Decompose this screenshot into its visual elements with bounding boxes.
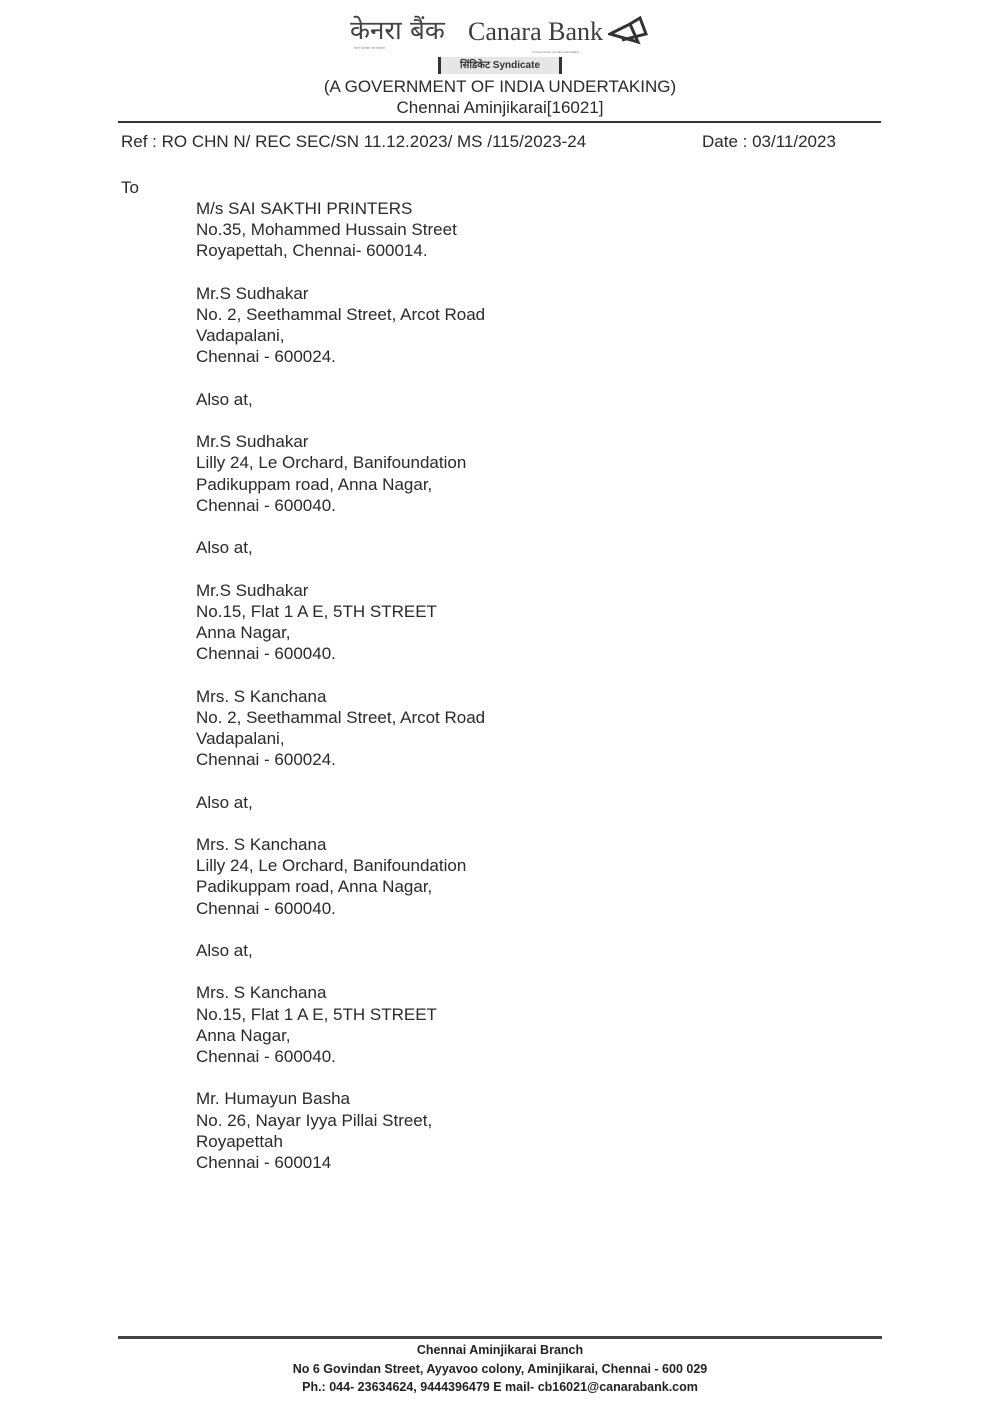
government-undertaking-line: (A GOVERNMENT OF INDIA UNDERTAKING) xyxy=(323,77,677,96)
canara-bank-logo xyxy=(350,14,650,54)
addressee-name: Mr. Humayun Basha xyxy=(196,1089,351,1109)
addressee-name: Mrs. S Kanchana xyxy=(196,983,327,1003)
letter-date: Date : 03/11/2023 xyxy=(702,132,836,151)
addressee-name: Mrs. S Kanchana xyxy=(196,834,327,854)
addressee-name: Mr.S Sudhakar xyxy=(196,283,309,303)
address-block xyxy=(196,580,485,665)
address-line: Royapettah, Chennai- 600014. xyxy=(196,241,428,261)
address-block xyxy=(196,283,485,368)
branch-line: Chennai Aminjikarai[16021] xyxy=(396,98,604,117)
also-at-label xyxy=(196,537,485,558)
address-line: Also at, xyxy=(196,792,253,812)
addressee-name: M/s SAI SAKTHI PRINTERS xyxy=(196,199,413,218)
address-line: No.35, Mohammed Hussain Street xyxy=(196,220,457,240)
logo-hindi-text: केनरा बैंक xyxy=(350,16,445,46)
address-line: Chennai - 600014 xyxy=(196,1152,332,1172)
address-line: Also at, xyxy=(196,538,253,558)
footer-address: No 6 Govindan Street, Ayyavoo colony, Aminjikarai, Chennai - 600 029 xyxy=(292,1361,708,1376)
address-line: No. 26, Nayar Iyya Pillai Street, xyxy=(196,1110,433,1130)
footer-divider xyxy=(118,1336,882,1339)
address-line: Lilly 24, Le Orchard, Banifoundation xyxy=(196,453,467,473)
address-line: Vadapalani, xyxy=(196,326,285,346)
address-line: Chennai - 600040. xyxy=(196,1046,336,1066)
footer xyxy=(0,1341,1000,1397)
address-line: No.15, Flat 1 A E, 5TH STREET xyxy=(196,1004,437,1024)
address-line: Also at, xyxy=(196,389,253,409)
address-line: Padikuppam road, Anna Nagar, xyxy=(196,877,433,897)
addressee-name: Mr.S Sudhakar xyxy=(196,580,309,600)
address-line: Royapettah xyxy=(196,1131,283,1151)
logo-english-tagline: A Government of India Undertaking xyxy=(532,50,579,54)
canara-triangle-logo-icon xyxy=(608,16,648,46)
salutation: To xyxy=(121,178,139,197)
address-line: Chennai - 600040. xyxy=(196,644,336,664)
address-line: Chennai - 600040. xyxy=(196,495,336,515)
address-list xyxy=(196,198,485,1194)
address-line: Anna Nagar, xyxy=(196,622,291,642)
also-at-label xyxy=(196,389,485,410)
syndicate-badge: सिंडिकेट Syndicate xyxy=(438,57,562,74)
addressee-name: Mrs. S Kanchana xyxy=(196,686,327,706)
addressee-name: Mr.S Sudhakar xyxy=(196,432,309,452)
address-line: Padikuppam road, Anna Nagar, xyxy=(196,474,433,494)
address-block xyxy=(196,834,485,919)
also-at-label xyxy=(196,792,485,813)
header-divider xyxy=(118,121,881,123)
address-line: Lilly 24, Le Orchard, Banifoundation xyxy=(196,856,467,876)
address-block xyxy=(196,431,485,516)
address-line: No. 2, Seethammal Street, Arcot Road xyxy=(196,305,486,324)
address-line: Chennai - 600024. xyxy=(196,750,336,770)
address-line: Chennai - 600040. xyxy=(196,898,336,918)
address-block xyxy=(196,982,485,1067)
also-at-label xyxy=(196,940,485,961)
address-line: Vadapalani, xyxy=(196,728,285,748)
footer-contact: Ph.: 044- 23634624, 9444396479 E mail- cb16021@canarabank.com xyxy=(302,1380,698,1394)
address-line: Also at, xyxy=(196,940,253,960)
address-line: Anna Nagar, xyxy=(196,1025,291,1045)
address-line: No. 2, Seethammal Street, Arcot Road xyxy=(196,707,486,727)
logo-hindi-tagline: भारत सरकार का उपक्रम xyxy=(354,46,385,50)
address-block xyxy=(196,1088,485,1173)
address-line: No.15, Flat 1 A E, 5TH STREET xyxy=(196,601,437,621)
address-block xyxy=(196,686,485,771)
logo-english-text: Canara Bank xyxy=(468,17,604,46)
address-line: Chennai - 600024. xyxy=(196,347,336,367)
footer-branch-name: Chennai Aminjikarai Branch xyxy=(416,1343,584,1357)
address-block xyxy=(196,198,485,262)
reference-number: Ref : RO CHN N/ REC SEC/SN 11.12.2023/ MS /115/2023-24 xyxy=(121,132,587,151)
